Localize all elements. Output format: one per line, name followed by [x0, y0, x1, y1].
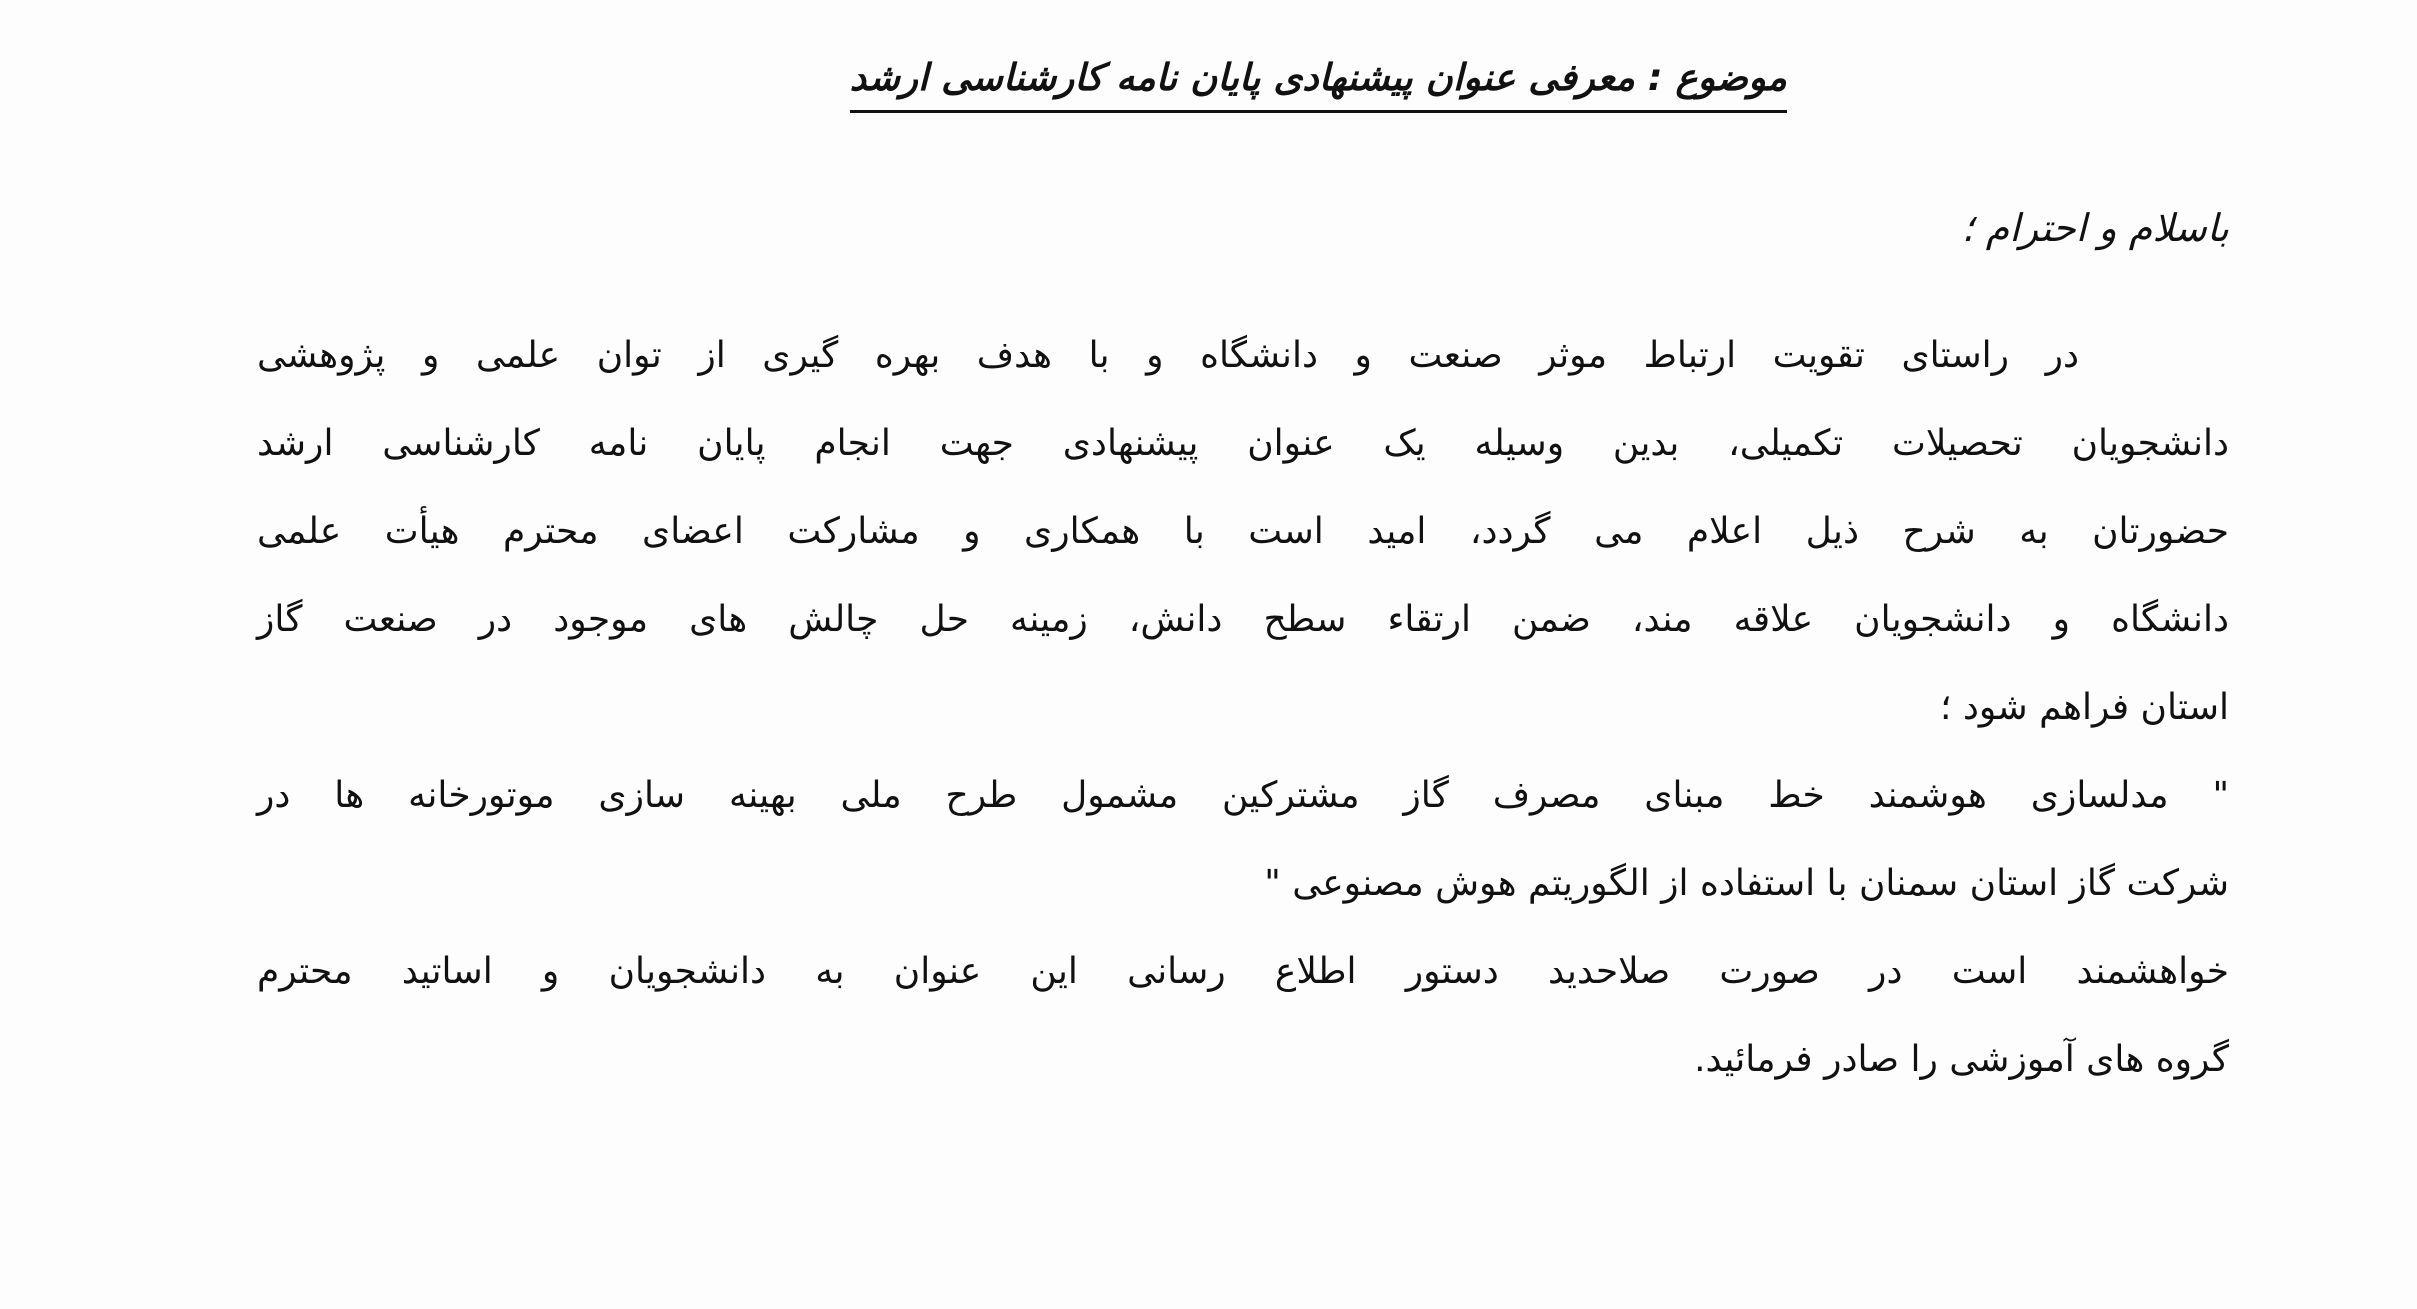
body-line-1: در راستای تقویت ارتباط موثر صنعت و دانشگاه و با هدف بهره گیری از توان علمی و پژوهشی — [257, 335, 2079, 376]
thesis-title-line-1: " مدلسازی هوشمند خط مبنای مصرف گاز مشترکین مشمول طرح ملی بهینه سازی موتورخانه ها در — [257, 775, 2229, 816]
letter-greeting: باسلام و احترام ؛ — [1961, 206, 2229, 250]
body-line-5: استان فراهم شود ؛ — [1939, 687, 2229, 728]
letter-body — [257, 312, 2229, 1104]
letter-subject: موضوع : معرفی عنوان پیشنهادی پایان نامه کارشناسی ارشد — [850, 48, 1787, 113]
body-line-3: حضورتان به شرح ذیل اعلام می گردد، امید است با همکاری و مشارکت اعضای محترم هیأت علمی — [257, 511, 2229, 552]
body-line-9: گروه های آموزشی را صادر فرمائید. — [1694, 1039, 2229, 1080]
body-line-2: دانشجویان تحصیلات تکمیلی، بدین وسیله یک عنوان پیشنهادی جهت انجام پایان نامه کارشناسی ارشد — [257, 423, 2229, 464]
thesis-title-line-2: شرکت گاز استان سمنان با استفاده از الگوریتم هوش مصنوعی " — [1264, 863, 2229, 904]
body-line-8: خواهشمند است در صورت صلاحدید دستور اطلاع رسانی این عنوان به دانشجویان و اساتید محترم — [257, 951, 2229, 992]
body-line-4: دانشگاه و دانشجویان علاقه مند، ضمن ارتقاء سطح دانش، زمینه حل چالش های موجود در صنعت گاز — [257, 599, 2229, 640]
